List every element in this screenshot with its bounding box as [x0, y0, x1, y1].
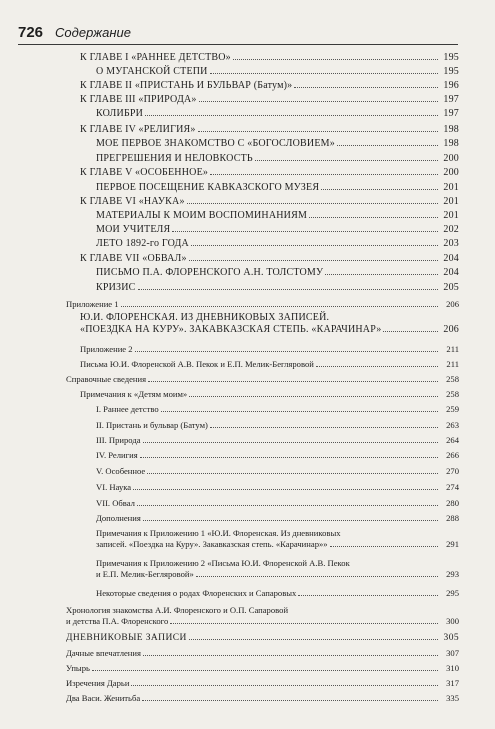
toc-entry-page: 258	[446, 374, 459, 384]
toc-entry-page: 201	[443, 182, 459, 193]
toc-entry-title: Примечания к «Детям моим»	[80, 389, 188, 399]
leader-dots	[142, 700, 438, 701]
toc-entry-page: 259	[446, 404, 459, 414]
toc-entry	[96, 210, 459, 222]
toc-entry	[66, 663, 459, 674]
toc-entry-title: IV. Религия	[96, 450, 138, 460]
leader-dots	[143, 520, 438, 521]
toc-entry-page: 288	[446, 513, 459, 523]
toc-entry	[66, 633, 459, 644]
toc-entry	[80, 52, 459, 64]
toc-entry-title: Ю.И. ФЛОРЕНСКАЯ. ИЗ ДНЕВНИКОВЫХ ЗАПИСЕЙ.	[80, 312, 330, 323]
leader-dots	[189, 639, 438, 640]
toc-entry-title: Некоторые сведения о родах Флоренских и Сапаровых	[96, 588, 297, 598]
toc-entry-page: 211	[446, 344, 459, 354]
toc-entry-title: К ГЛАВЕ I «РАННЕЕ ДЕТСТВО»	[80, 52, 231, 63]
toc-entry-page: 307	[446, 648, 459, 658]
toc-entry	[80, 359, 459, 370]
toc-entry-page: 258	[446, 389, 459, 399]
toc-entry	[96, 435, 459, 446]
leader-dots	[321, 189, 438, 190]
toc-entry-title: VI. Наука	[96, 482, 132, 492]
toc-entry	[96, 267, 459, 279]
toc-entry	[80, 94, 459, 106]
toc-entry-title: III. Природа	[96, 435, 141, 445]
toc-entry	[80, 196, 459, 208]
toc-entry-page: 200	[443, 167, 459, 178]
toc-entry-title: К ГЛАВЕ V «ОСОБЕННОЕ»	[80, 167, 209, 178]
toc-entry-page: 200	[443, 153, 459, 164]
toc-entry	[66, 648, 459, 659]
leader-dots	[309, 217, 438, 218]
toc-entry-title: ПЕРВОЕ ПОСЕЩЕНИЕ КАВКАЗСКОГО МУЗЕЯ	[96, 182, 320, 193]
leader-dots	[233, 59, 438, 60]
toc-entry-title: Приложение 2	[80, 344, 133, 354]
leader-dots	[143, 442, 438, 443]
running-title: Содержание	[55, 25, 131, 40]
leader-dots	[191, 245, 438, 246]
toc-entry-title: МОИ УЧИТЕЛЯ	[96, 224, 171, 235]
toc-entry-page: 197	[443, 108, 459, 119]
toc-entry-page: 270	[446, 466, 459, 476]
toc-entry-page: 266	[446, 450, 459, 460]
toc-entry	[66, 299, 459, 310]
leader-dots	[294, 87, 438, 88]
toc-entry	[96, 108, 459, 120]
toc-entry-title: VII. Обвал	[96, 498, 135, 508]
leader-dots	[198, 131, 438, 132]
toc-entry	[96, 450, 459, 461]
toc-entry-page: 204	[443, 267, 459, 278]
page-number: 726	[18, 24, 44, 41]
toc-entry-title: V. Особенное	[96, 466, 146, 476]
toc-entry-title: К ГЛАВЕ III «ПРИРОДА»	[80, 94, 197, 105]
leader-dots	[325, 274, 438, 275]
toc-entry-page: 202	[443, 224, 459, 235]
toc-entry-page: 204	[443, 253, 459, 264]
leader-dots	[330, 546, 438, 547]
leader-dots	[189, 396, 438, 397]
leader-dots	[135, 351, 438, 352]
leader-dots	[199, 101, 438, 102]
page-header	[18, 24, 458, 45]
toc-entry-page: 280	[446, 498, 459, 508]
leader-dots	[161, 411, 438, 412]
leader-dots	[189, 260, 438, 261]
leader-dots	[140, 457, 438, 458]
toc-entry	[80, 124, 459, 136]
toc-entry	[96, 138, 459, 150]
toc-entry-title: Примечания к Приложению 1 «Ю.И. Флоренская. Из дневниковых	[96, 528, 341, 538]
toc-entry-title: Дополнения	[96, 513, 141, 523]
toc-entry-page: 195	[443, 52, 459, 63]
leader-dots	[172, 231, 438, 232]
toc-entry-page: 264	[446, 435, 459, 445]
toc-entry	[66, 678, 459, 689]
toc-entry-page: 317	[446, 678, 459, 688]
leader-dots	[133, 489, 438, 490]
toc-entry-title: О МУГАНСКОЙ СТЕПИ	[96, 66, 208, 77]
toc-entry-title: ЛЕТО 1892-го ГОДА	[96, 238, 189, 249]
toc-entry-page: 203	[443, 238, 459, 249]
toc-entry-page: 300	[446, 615, 459, 626]
toc-entry-title: ПРЕГРЕШЕНИЯ И НЕЛОВКОСТЬ	[96, 153, 253, 164]
toc-entry-title: К ГЛАВЕ VI «НАУКА»	[80, 196, 185, 207]
toc-entry-title: II. Пристань и бульвар (Батум)	[96, 420, 208, 430]
toc-entry-page: 291	[446, 538, 459, 549]
leader-dots	[187, 203, 438, 204]
toc-entry	[80, 167, 459, 179]
toc-entry	[96, 513, 459, 524]
toc-entry-page: 211	[446, 359, 459, 369]
toc-entry	[96, 588, 459, 599]
toc-entry-page: 295	[446, 588, 459, 598]
toc-entry-title: Справочные сведения	[66, 374, 147, 384]
toc-entry-page: 263	[446, 420, 459, 430]
toc-entry-page: 198	[443, 138, 459, 149]
toc-entry-title: ДНЕВНИКОВЫЕ ЗАПИСИ	[66, 633, 187, 643]
toc-entry	[80, 312, 459, 336]
leader-dots	[137, 505, 438, 506]
leader-dots	[131, 685, 438, 686]
toc-entry	[96, 282, 459, 294]
toc-entry	[66, 374, 459, 385]
leader-dots	[210, 427, 438, 428]
leader-dots	[255, 160, 438, 161]
toc-entry-page: 335	[446, 693, 459, 703]
toc-entry-title: К ГЛАВЕ II «ПРИСТАНЬ И БУЛЬВАР (Батум)»	[80, 80, 293, 91]
toc-entry-page: 305	[443, 633, 459, 643]
toc-entry-title: ПИСЬМО П.А. ФЛОРЕНСКОГО А.Н. ТОЛСТОМУ	[96, 267, 324, 278]
toc-entry	[96, 404, 459, 415]
toc-entry	[80, 253, 459, 265]
toc-entry-title: МОЕ ПЕРВОЕ ЗНАКОМСТВО С «БОГОСЛОВИЕМ»	[96, 138, 335, 149]
toc-entry-title: Упырь	[66, 663, 90, 673]
leader-dots	[121, 306, 438, 307]
leader-dots	[210, 174, 438, 175]
toc-entry-page: 310	[446, 663, 459, 673]
toc-entry-title: Письма Ю.И. Флоренской А.В. Пекок и Е.П. Мелик-Бегляровой	[80, 359, 314, 369]
toc-entry-title: Приложение 1	[66, 299, 119, 309]
toc-entry-title: Примечания к Приложению 2 «Письма Ю.И. Флоренской А.В. Пекок	[96, 558, 350, 568]
toc-entry-title: Дачные впечатления	[66, 648, 141, 658]
toc-entry	[96, 498, 459, 509]
toc-entry	[96, 66, 459, 78]
toc-entry-page: 206	[443, 324, 459, 335]
toc-entry-title: МАТЕРИАЛЫ К МОИМ ВОСПОМИНАНИЯМ	[96, 210, 308, 221]
toc-entry-page: 201	[443, 210, 459, 221]
toc-entry-page: 195	[443, 66, 459, 77]
leader-dots	[145, 115, 438, 116]
toc-entry	[96, 466, 459, 477]
toc-entry	[96, 182, 459, 194]
leader-dots	[138, 289, 438, 290]
toc-entry-title: КОЛИБРИ	[96, 108, 144, 119]
toc-entry	[96, 153, 459, 165]
toc-entry	[96, 238, 459, 250]
toc-entry-title-continued: и Е.П. Мелик-Бегляровой»	[96, 568, 194, 579]
leader-dots	[92, 670, 438, 671]
toc-entry-title: К ГЛАВЕ VII «ОБВАЛ»	[80, 253, 187, 264]
toc-entry-title: Два Васи. Женитьба	[66, 693, 141, 703]
leader-dots	[143, 655, 438, 656]
toc-entry	[96, 224, 459, 236]
toc-entry	[66, 605, 459, 626]
toc-entry-title-continued: записей. «Поездка на Куру». Закавказская степь. «Карачинар»»	[96, 538, 328, 549]
toc-entry	[96, 528, 459, 549]
toc-entry	[96, 558, 459, 579]
toc-entry-title: Изречения Дарьи	[66, 678, 130, 688]
toc-entry-page: 201	[443, 196, 459, 207]
toc-entry-title-continued: «ПОЕЗДКА НА КУРУ». ЗАКАВКАЗСКАЯ СТЕПЬ. «КАРАЧИНАР»	[80, 324, 382, 335]
leader-dots	[196, 576, 438, 577]
toc-entry-page: 206	[446, 299, 459, 309]
toc-entry	[96, 420, 459, 431]
toc-entry	[66, 693, 459, 704]
toc-entry-title: К ГЛАВЕ IV «РЕЛИГИЯ»	[80, 124, 196, 135]
toc-entry-page: 274	[446, 482, 459, 492]
toc-entry-title: КРИЗИС	[96, 282, 136, 293]
toc-entry-page: 198	[443, 124, 459, 135]
leader-dots	[383, 331, 438, 332]
toc-entry-page: 197	[443, 94, 459, 105]
leader-dots	[170, 623, 438, 624]
toc-entry-title-continued: и детства П.А. Флоренского	[66, 615, 169, 626]
toc-entry	[80, 80, 459, 92]
toc-entry	[96, 482, 459, 493]
toc-entry	[80, 344, 459, 355]
toc-entry-page: 293	[446, 568, 459, 579]
toc-entry-title: I. Раннее детство	[96, 404, 159, 414]
toc-entry	[80, 389, 459, 400]
leader-dots	[148, 381, 438, 382]
leader-dots	[316, 366, 438, 367]
leader-dots	[210, 73, 438, 74]
toc-entry-page: 205	[443, 282, 459, 293]
leader-dots	[337, 145, 438, 146]
toc-entry-page: 196	[443, 80, 459, 91]
leader-dots	[298, 595, 438, 596]
leader-dots	[147, 473, 438, 474]
toc-entry-title: Хронология знакомства А.И. Флоренского и О.П. Сапаровой	[66, 605, 289, 615]
